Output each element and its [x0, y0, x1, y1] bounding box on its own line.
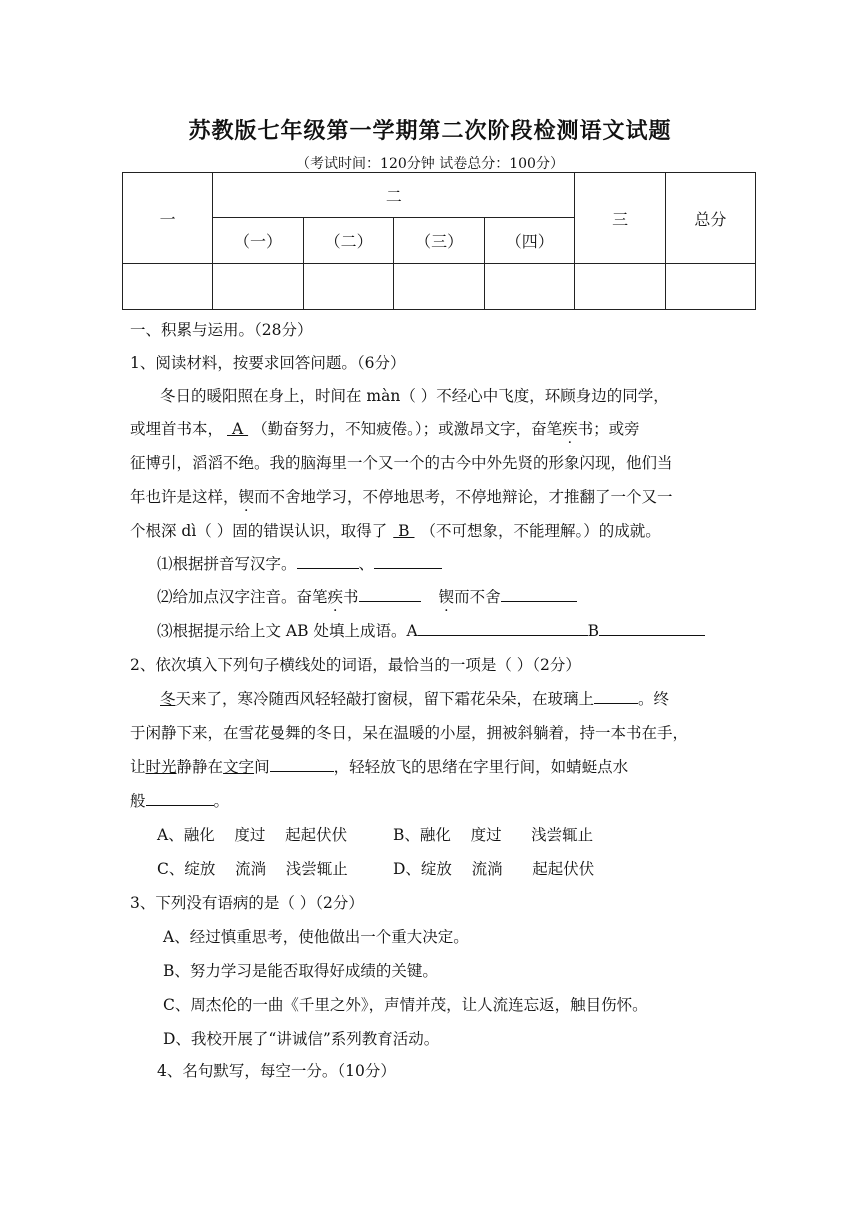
score-header-total: 总分 [665, 173, 755, 264]
score-header-part2: 二 [213, 173, 575, 218]
option-b: B、融化 度过 浅尝辄止 [393, 826, 594, 844]
option-c: C、绽放 流淌 浅尝辄止 [157, 860, 348, 878]
score-table [122, 172, 756, 310]
blank-a: A [227, 420, 249, 438]
passage-text: （不可想象，不能理解。）的成就。 [420, 522, 661, 540]
dotted-char: 锲 [238, 488, 255, 506]
underlined-word: 文字 [223, 758, 255, 776]
question-2-title: 2、依次填入下列句子横线处的词语，最恰当的一项是（ ）（2分） [130, 656, 581, 674]
passage-text: 般 [130, 792, 146, 810]
sub-question-text: ⑵给加点汉字注音。奋笔 [157, 588, 328, 606]
sub-question-3 [157, 619, 705, 641]
passage-line: 征博引，滔滔不绝。我的脑海里一个又一个的古今中外先贤的形象闪现，他们当 [130, 454, 673, 472]
passage-line [130, 485, 673, 507]
passage-line: 冬日的暖阳照在身上，时间在 màn（ ）不经心中飞度，环顾身边的同学， [160, 387, 669, 405]
passage-text: 个根深 dì（ ）固的错误认识，取得了 [130, 522, 388, 540]
question-1-title: 1、阅读材料，按要求回答问题。（6分） [130, 354, 406, 372]
question-3-title: 3、下列没有语病的是（ ）（2分） [130, 894, 364, 912]
score-subheader-3: （三） [394, 218, 485, 264]
score-cell[interactable] [665, 264, 755, 310]
page-title: 苏教版七年级第一学期第二次阶段检测语文试题 [188, 118, 672, 144]
option-a: A、融化 度过 起起伏伏 [157, 826, 348, 844]
answer-blank[interactable] [359, 585, 421, 602]
option-b: B、努力学习是能否取得好成绩的关键。 [163, 962, 438, 980]
passage-text: 静静在 [176, 758, 224, 776]
sub-question-1 [157, 552, 442, 574]
passage-text: 而不舍地学习，不停地思考，不停地辩论，才推翻了一个又一 [254, 488, 673, 506]
section-heading: 一、积累与运用。（28分） [130, 321, 313, 339]
score-cell[interactable] [213, 264, 304, 310]
answer-blank-b[interactable] [599, 619, 705, 636]
answer-blank[interactable] [501, 585, 577, 602]
score-subheader-4: （四） [484, 218, 575, 264]
passage-line [130, 519, 661, 541]
passage-line [130, 755, 628, 777]
sub-question-text: B [587, 622, 600, 640]
answer-blank-a[interactable] [418, 619, 588, 636]
score-subheader-1: （一） [213, 218, 304, 264]
score-cell[interactable] [394, 264, 485, 310]
sub-question-text: 而不舍 [454, 588, 501, 606]
passage-line [130, 789, 229, 811]
score-cell[interactable] [303, 264, 394, 310]
answer-blank[interactable] [594, 687, 638, 704]
underlined-word: 时光 [145, 758, 177, 776]
sub-question-text: 书 [343, 588, 359, 606]
passage-text: 天来了，寒冷随西风轻轻敲打窗棂，留下霜花朵朵，在玻璃上 [175, 690, 595, 708]
score-cell[interactable] [575, 264, 665, 310]
question-4-title: 4、名句默写，每空一分。（10分） [157, 1062, 396, 1080]
answer-blank[interactable] [297, 552, 359, 569]
passage-text: 让 [130, 758, 146, 776]
dotted-char: 疾 [327, 588, 344, 606]
passage-text: 或埋首书本， [130, 420, 224, 438]
sub-question-text: ⑶根据提示给上文 AB 处填上成语。A [157, 622, 418, 640]
option-a: A、经过慎重思考，使他做出一个重大决定。 [163, 928, 469, 946]
passage-text: （勤奋努力，不知疲倦。）；或激昂文字，奋笔 [252, 420, 563, 438]
passage-text: ，轻轻放飞的思绪在字里行间，如蜻蜓点水 [333, 758, 629, 776]
separator: 、 [358, 555, 375, 573]
passage-text: 年也许是这样， [130, 488, 239, 506]
passage-line [130, 417, 640, 439]
blank-b: B [393, 522, 415, 540]
passage-line [160, 687, 669, 709]
option-d: D、我校开展了“讲诚信”系列教育活动。 [163, 1030, 440, 1048]
score-cell[interactable] [123, 264, 213, 310]
passage-text: 。终 [638, 690, 670, 708]
option-d: D、绽放 流淌 起起伏伏 [393, 860, 595, 878]
score-cell[interactable] [484, 264, 575, 310]
passage-text: 。 [213, 792, 230, 810]
exam-info: （考试时间：120分钟 试卷总分：100分） [296, 156, 564, 172]
score-header-part1: 一 [123, 173, 213, 264]
option-c: C、周杰伦的一曲《千里之外》，声情并茂，让人流连忘返，触目伤怀。 [163, 996, 648, 1014]
answer-blank[interactable] [146, 789, 214, 806]
sub-question-text: ⑴根据拼音写汉字。 [157, 555, 297, 573]
passage-text: 书；或旁 [577, 420, 640, 438]
passage-text: 间 [254, 758, 270, 776]
sub-question-2 [157, 585, 577, 607]
answer-blank[interactable] [270, 755, 334, 772]
answer-blank[interactable] [374, 552, 442, 569]
dotted-char: 锲 [438, 588, 455, 606]
passage-line: 于闲静下来，在雪花曼舞的冬日，呆在温暖的小屋，拥被斜躺着，持一本书在手， [130, 724, 689, 742]
score-subheader-2: （二） [303, 218, 394, 264]
passage-text: 冬 [160, 690, 176, 708]
dotted-char: 疾 [562, 420, 578, 438]
score-header-part3: 三 [575, 173, 665, 264]
